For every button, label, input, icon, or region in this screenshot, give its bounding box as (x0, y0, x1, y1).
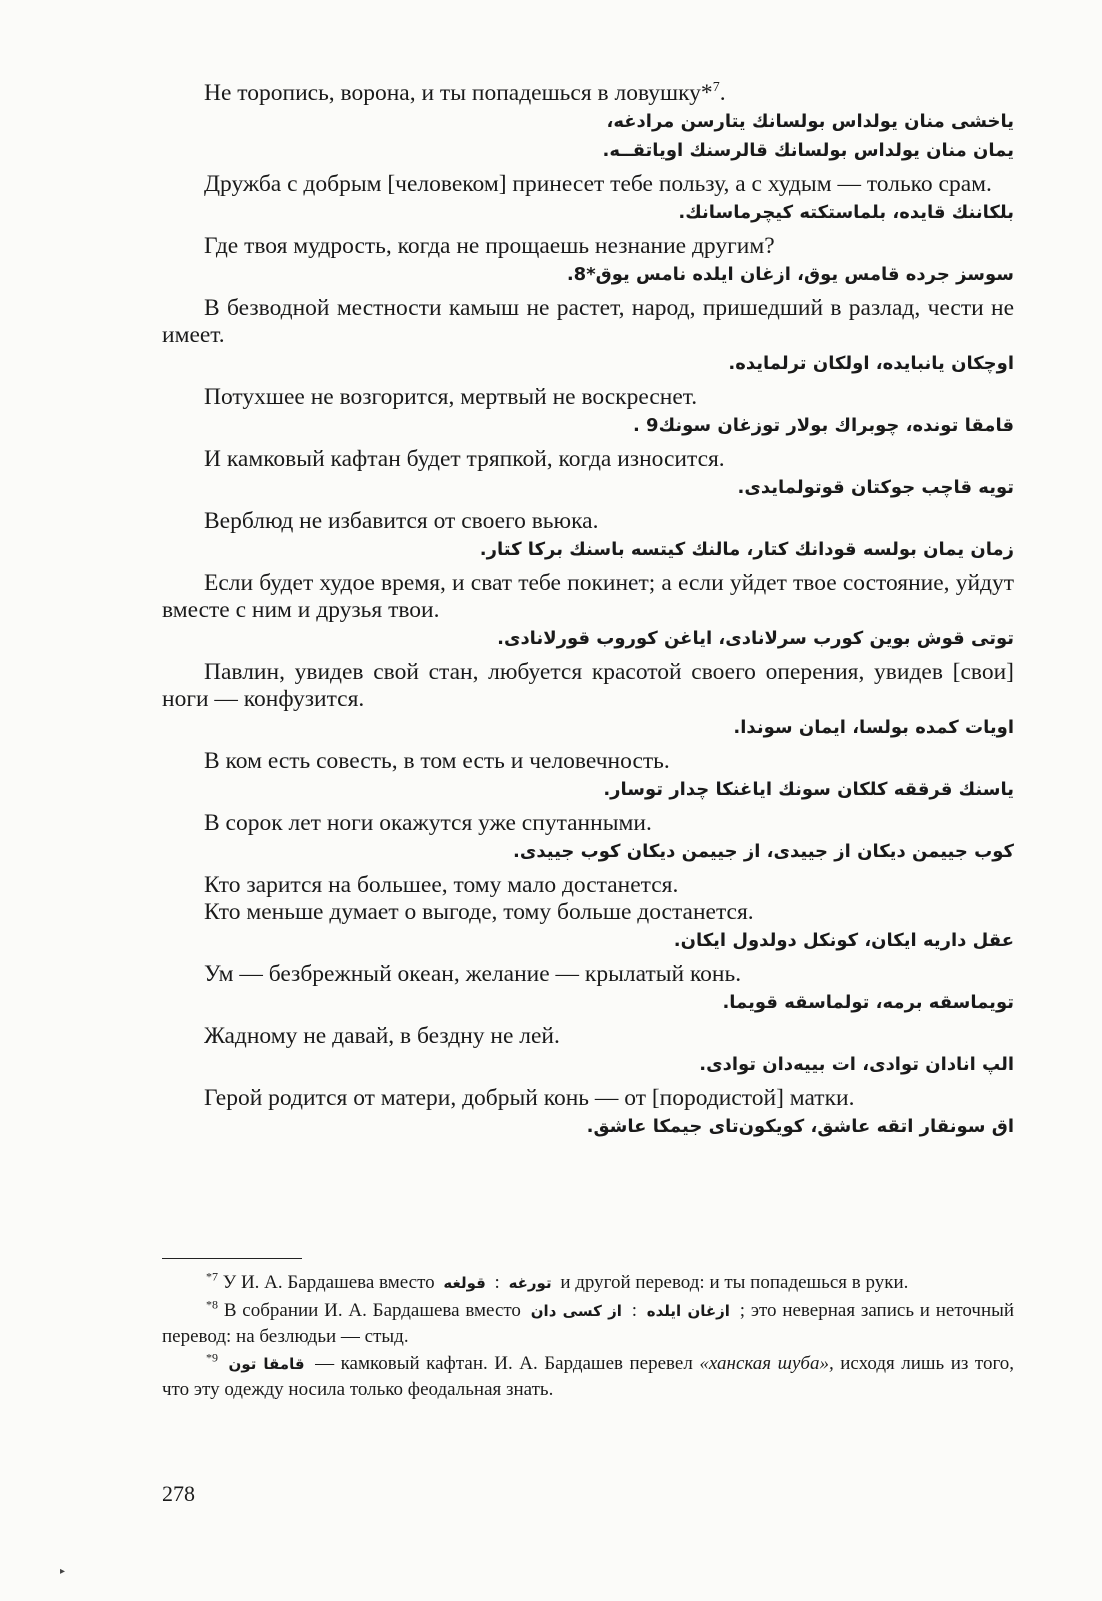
footnote-italic: «ханская шуба», (699, 1353, 834, 1374)
arabic-script-proverb: سوسز جرده قامس یوق، ازغان ایلده نامس یوق*8. (566, 264, 1014, 285)
footnote-arabic: ازغان ایلده (646, 1302, 730, 1320)
russian-translation (162, 384, 1014, 411)
footnote-text: исходя лишь из того, что эту одежду носила только феодальная знать. (162, 1353, 1015, 1400)
russian-text: Ум — безбрежный океан, желание — крылатый конь. (204, 961, 742, 987)
russian-text: Где твоя мудрость, когда не прощаешь незнание другим? (204, 233, 775, 259)
russian-translation (162, 80, 1014, 107)
russian-text: Не торопись, ворона, и ты попадешься в ловушку* (204, 80, 713, 106)
russian-text: Жадному не давай, в бездну не лей. (204, 1023, 560, 1049)
russian-translation (162, 810, 1014, 837)
corner-mark: ▸ (60, 1566, 66, 1577)
russian-text: Герой родится от матери, добрый конь — от [породистой] матки. (204, 1085, 855, 1111)
footnote (162, 1351, 1014, 1402)
russian-text: И камковый кафтан будет тряпкой, когда износится. (204, 446, 725, 472)
arabic-script-proverb: تویه قاچب جوکتان قوتولمایدی. (737, 477, 1014, 498)
arabic-script-proverb: قامقا تونده، چوبراك بولار توزغان سونك9 . (632, 415, 1014, 436)
footnote-text: ; это неверная запись и неточный перевод: на безлюдьи — стыд. (162, 1300, 1015, 1347)
russian-text-tail: . (719, 80, 726, 106)
footnote-text: и другой перевод: и ты попадешься в руки. (560, 1272, 909, 1293)
arabic-script-proverb: عقل داریه ایکان، کونکل دولدول ایکان. (673, 930, 1014, 951)
russian-text: В безводной местности камыш не растет, народ, пришедший в разлад, чести не имеет. (162, 295, 1014, 348)
footnote (162, 1270, 1014, 1296)
russian-text: Дружба с добрым [человеком] принесет тебе пользу, а с худым — только срам. (204, 171, 992, 197)
russian-translation (162, 295, 1014, 349)
page-number: 278 (162, 1481, 195, 1506)
footnote-text: В собрании И. А. Бардашева вместо (223, 1300, 521, 1321)
russian-translation (162, 659, 1014, 713)
footnote-text: — камковый кафтан. И. А. Бардашев перевел (315, 1353, 693, 1374)
footnote-separator: : (494, 1272, 500, 1293)
russian-text: Верблюд не избавится от своего вьюка. (204, 508, 599, 534)
arabic-script-proverb: کوب جییمن دیکان از جییدی، از جییمن دیکان کوب جییدی. (513, 841, 1014, 862)
proverbs-text (162, 80, 1014, 1147)
arabic-script-proverb: اوچکان یانبایده، اولکان ترلمایده. (728, 353, 1014, 374)
footnote-arabic: از کسی دان (530, 1302, 622, 1320)
russian-translation (162, 171, 1014, 198)
russian-text: В сорок лет ноги окажутся уже спутанными. (204, 810, 652, 836)
footnote-ref[interactable]: 7 (712, 80, 720, 96)
footnote-text: У И. А. Бардашева вместо (222, 1272, 435, 1293)
russian-text: Если будет худое время, и сват тебе покинет; а если уйдет твое состояние, уйдут вместе с ним и друзья твои. (162, 570, 1014, 623)
footnote-arabic: قولغه (443, 1274, 486, 1292)
russian-translation (162, 748, 1014, 775)
russian-translation (162, 508, 1014, 535)
arabic-script-proverb: یمان منان یولداس بولسانك قالرسنك اویاتقــه. (602, 140, 1014, 161)
arabic-script-proverb: یاسنك قرققه کلکان سونك ایاغنکا چدار توسار. (603, 779, 1014, 800)
russian-text: Павлин, увидев свой стан, любуется красотой своего оперения, увидев [свои] ноги — конфузится. (162, 659, 1014, 712)
arabic-script-proverb: توتی قوش بوین کورب سرلانادی، ایاغن کوروب قورلانادی. (497, 628, 1014, 649)
arabic-script-proverb: الپ انادان توادی، ات بییه‌دان توادی. (699, 1054, 1014, 1075)
arabic-script-proverb: بلکاننك قایده، بلماستکته کیچرماسانك. (678, 202, 1014, 223)
russian-text: Кто зарится на большее, тому мало достанется. (204, 872, 679, 898)
russian-translation (162, 570, 1014, 624)
russian-text: Потухшее не возгорится, мертвый не воскреснет. (204, 384, 698, 410)
russian-translation (162, 872, 1014, 899)
footnote-marker: *9 (206, 1350, 218, 1365)
footnote (162, 1298, 1014, 1349)
arabic-script-proverb: اویات کمده بولسا، ایمان سوندا. (733, 717, 1014, 738)
arabic-script-proverb: تویماسقه برمه، تولماسقه قویما. (722, 992, 1014, 1013)
arabic-script-proverb: زمان یمان بولسه قودانك کتار، مالنك کیتسه باسنك برکا کتار. (479, 539, 1014, 560)
arabic-script-proverb: یاخشی منان یولداس بولسانك یتارسن مرادغه، (606, 111, 1014, 132)
footnote-marker: *7 (206, 1269, 218, 1284)
footnote-arabic: تورغه (508, 1274, 552, 1292)
footnote-divider (162, 1258, 302, 1259)
russian-translation (162, 1085, 1014, 1112)
footnotes (162, 1270, 1014, 1404)
russian-translation (162, 1023, 1014, 1050)
footnote-marker: *8 (206, 1297, 218, 1312)
russian-text: В ком есть совесть, в том есть и человечность. (204, 748, 670, 774)
russian-translation (162, 899, 1014, 926)
russian-text: Кто меньше думает о выгоде, тому больше достанется. (204, 899, 754, 925)
arabic-script-proverb: اق سونقار اتقه عاشق، کویکون‌تای جیمکا عاشق. (586, 1116, 1014, 1137)
russian-translation (162, 233, 1014, 260)
footnote-separator: : (631, 1300, 637, 1321)
footnote-arabic: قامقا تون (228, 1355, 305, 1373)
russian-translation (162, 961, 1014, 988)
russian-translation (162, 446, 1014, 473)
